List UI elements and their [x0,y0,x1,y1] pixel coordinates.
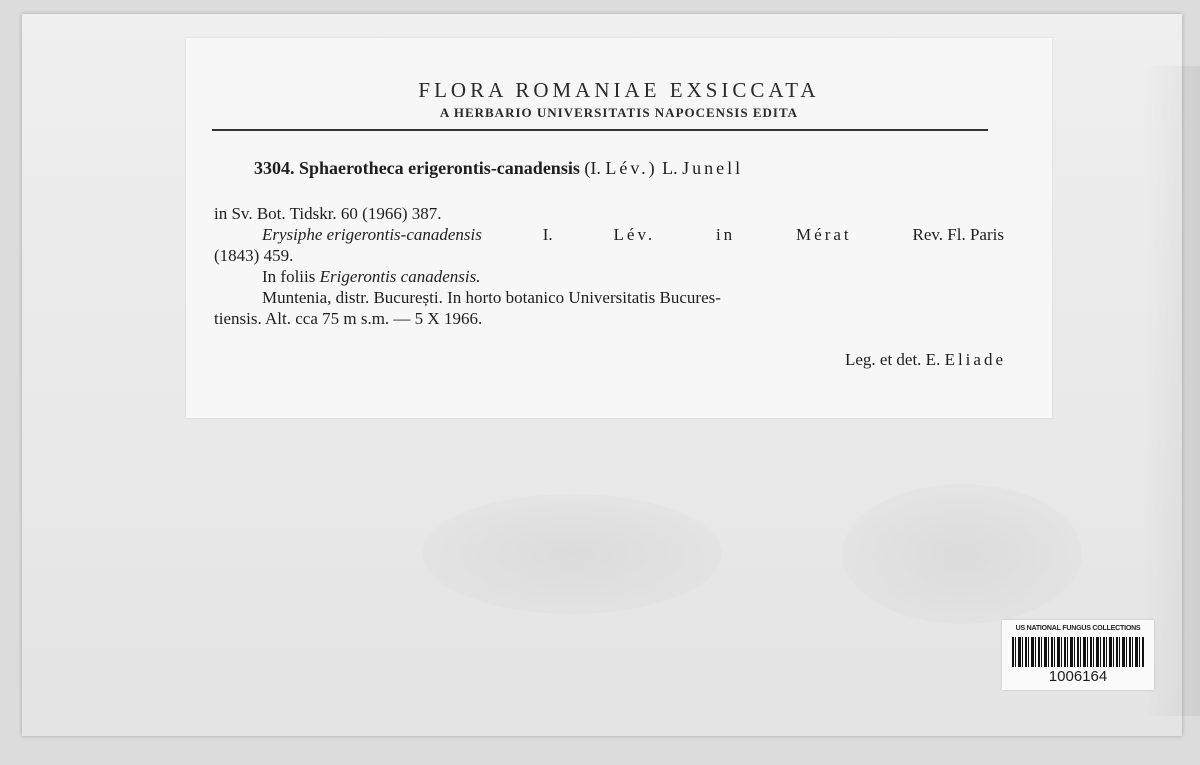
label-body [214,203,1004,329]
host-line [214,266,1004,287]
sheet-fold-shadow [1142,66,1200,716]
barcode-icon [1012,637,1144,667]
species-author-part: (I. [584,158,601,178]
locality-line: tiensis. Alt. cca 75 m s.m. — 5 X 1966. [214,309,483,328]
reference-line: in Sv. Bot. Tidskr. 60 (1966) 387. [214,204,442,223]
label-title: FLORA ROMANIAE EXSICCATA [418,78,820,102]
synonym-author-part: I. [542,225,553,244]
species-author-part: Lév.) [605,158,658,178]
species-author-name: Junell [682,158,744,178]
barcode-label [1002,620,1154,690]
collector-name: Eliade [944,350,1006,369]
synonym-name: Erysiphe erigerontis-canadensis [262,225,482,244]
exsiccata-number: 3304. [254,158,295,178]
synonym-author-part: Lév. [613,225,656,244]
synonym-citation: Rev. Fl. Paris [912,225,1004,244]
paper-stain [422,494,722,614]
collector-line [845,350,1006,370]
collector-prefix: Leg. et det. E. [844,350,941,369]
synonym-citation-cont: (1843) 459. [214,246,294,265]
synonym-line [214,224,1004,245]
host-name: Erigerontis canadensis. [319,267,481,286]
header-rule [212,129,988,131]
locality-line: Muntenia, distr. București. In horto botanico Universitatis Bucures- [262,288,721,307]
host-prefix: In foliis [262,267,316,286]
species-author-part: L. [662,158,678,178]
barcode-caption: US NATIONAL FUNGUS COLLECTIONS [1015,625,1141,632]
synonym-author-name: Mérat [796,225,852,244]
species-name: Sphaerotheca erigerontis-canadensis [299,158,580,178]
paper-stain [842,484,1082,624]
synonym-author-part: in [715,225,736,244]
species-line [254,158,1014,179]
label-subtitle: A HERBARIO UNIVERSITATIS NAPOCENSIS EDITA [439,105,799,120]
barcode-number: 1006164 [1048,668,1108,685]
specimen-label [186,38,1052,418]
